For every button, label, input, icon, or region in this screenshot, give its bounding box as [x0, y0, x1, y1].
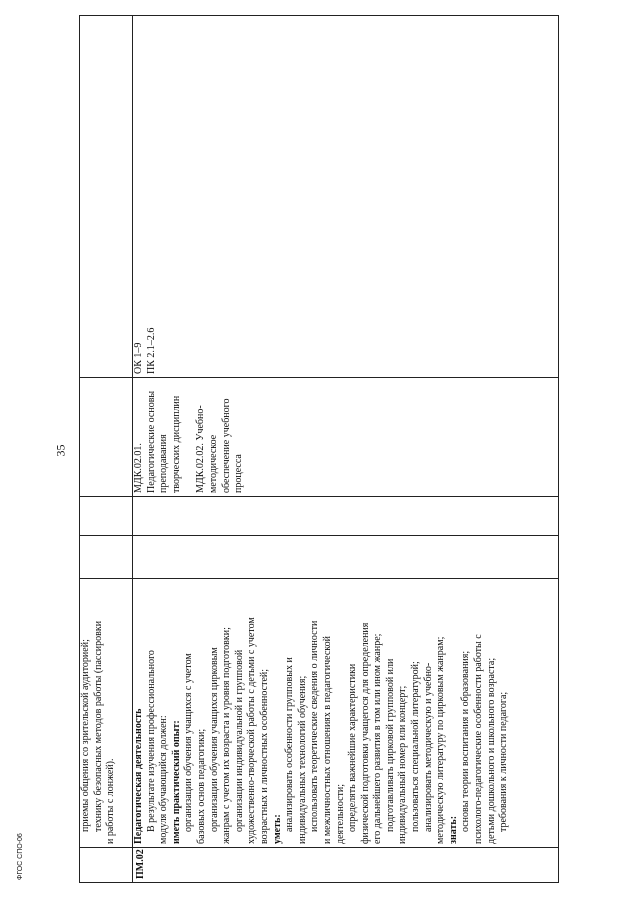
knowledge-line: детьми дошкольного и школьного возраста; [485, 657, 497, 844]
mdk-line: преподавания [158, 434, 170, 493]
hours-cell-2 [133, 497, 559, 536]
skills-line: методическую литературу по цирковым жанрам; [435, 636, 447, 844]
skills-line: использовать теоретические сведения о личности [309, 620, 321, 832]
practical-line: организации индивидуальной и групповой [233, 649, 245, 832]
mdk-cell-top [80, 378, 133, 497]
mdk-line: методическое [207, 434, 219, 493]
mdk-line: Педагогические основы [145, 390, 157, 493]
table-row [80, 16, 133, 883]
mdk-spacer [183, 381, 195, 493]
hours-cell-top-1 [80, 536, 133, 579]
knowledge-line: требования к личности педагога; [498, 691, 510, 832]
skills-line: его дальнейшего развития в том или ином жанре; [372, 633, 384, 844]
mdk-line: обеспечение учебного [220, 398, 232, 493]
skills-line: анализировать методическую и учебно- [422, 662, 434, 832]
practical-heading: иметь практический опыт: [170, 720, 182, 844]
skills-line: деятельности; [334, 783, 346, 844]
top-line: технику безопасных методов работы (пассировки [92, 620, 104, 832]
skills-line: подготавливать цирковой групповой или [384, 658, 396, 832]
mdk-line: МДК.02.01. [133, 443, 144, 493]
module-description [133, 579, 559, 848]
practical-line: художественно-творческой работы с детьми с учетом [246, 617, 258, 844]
competency-cell [133, 16, 559, 378]
module-title: Педагогическая деятельность [133, 708, 144, 844]
code-cell-empty [80, 848, 133, 883]
intro-line: модуля обучающийся должен: [158, 715, 170, 844]
competency-cell-top [80, 16, 133, 378]
competency-line: ПК 2.1–2.6 [145, 327, 157, 374]
hours-cell-1 [133, 536, 559, 579]
knowledge-line: психолого-педагогические особенности работы с [473, 634, 485, 844]
description-cell-top [80, 579, 133, 848]
skills-heading: уметь: [271, 814, 283, 844]
curriculum-table-rotated [79, 15, 559, 883]
knowledge-line: основы теории воспитания и образования; [460, 650, 472, 832]
practical-line: базовых основ педагогики; [195, 728, 207, 844]
hours-cell-top-2 [80, 497, 133, 536]
top-line: приемы общения со зрительской аудиторией; [80, 639, 91, 832]
skills-line: и межличностных отношениях в педагогической [321, 636, 333, 844]
practical-line: организации обучения учащихся с учетом [183, 653, 195, 832]
top-line: и работы с лонжей). [105, 758, 117, 844]
skills-line: определять важнейшие характеристики [347, 663, 359, 832]
competency-line: ОК 1–9 [133, 342, 144, 374]
practical-line: возрастных и личностных особенностей; [258, 668, 270, 844]
table-row [133, 16, 559, 883]
knowledge-heading: знать: [447, 815, 459, 844]
mdk-cell [133, 378, 559, 497]
skills-line: индивидуальных технологий обучения; [296, 675, 308, 844]
skills-line: пользоваться специальной литературой; [410, 661, 422, 832]
mdk-line: процесса [233, 454, 245, 493]
practical-line: жанрам с учетом их возраста и уровня подготовки; [221, 627, 233, 844]
skills-line: физической подготовки учащегося для определения [359, 622, 371, 844]
skills-line: анализировать особенности групповых и [284, 657, 296, 832]
mdk-line: МДК.02.02. Учебно- [195, 405, 207, 493]
practical-line: организации обучения учащихся цирковым [208, 647, 220, 832]
mdk-line: творческих дисциплин [170, 395, 182, 493]
footer-label: ФГОС СПО-06 [17, 833, 24, 880]
intro-line: В результате изучения профессионального [145, 650, 157, 832]
page-number: 35 [53, 444, 68, 457]
module-code: ПМ.02 [133, 848, 559, 883]
skills-line: индивидуальный номер или концерт; [397, 685, 409, 844]
curriculum-table [79, 15, 559, 883]
